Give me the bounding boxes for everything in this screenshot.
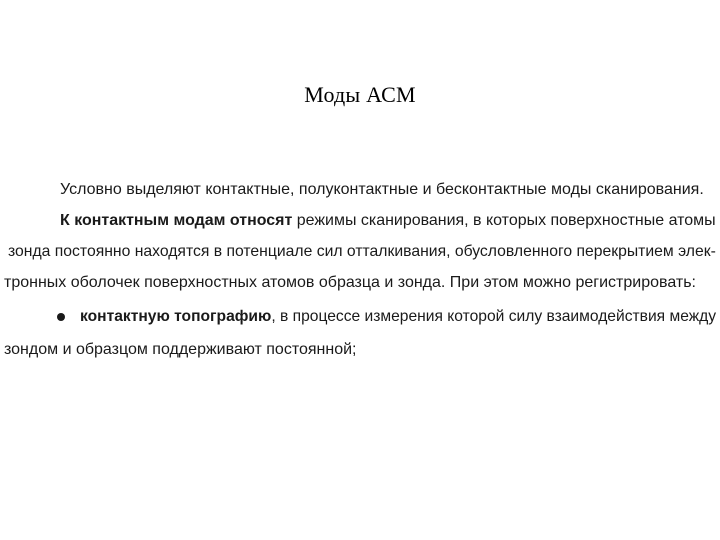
- bullet-item-line-2: зондом и образцом поддерживают постоянной;: [4, 341, 357, 358]
- bullet-icon: [57, 313, 65, 321]
- bullet-item-term: контактную топографию: [80, 308, 272, 325]
- contact-modes-text: режимы сканирования, в которых поверхностные атомы: [292, 212, 716, 229]
- intro-sentence: Условно выделяют контактные, полуконтактные и бесконтактные моды сканирования.: [60, 181, 704, 198]
- contact-modes-line-1: [60, 211, 716, 231]
- contact-modes-term: К контактным модам относят: [60, 212, 293, 229]
- bullet-item-text: , в процессе измерения которой силу взаимодействия между: [271, 308, 717, 325]
- contact-modes-line-3: тронных оболочек поверхностных атомов образца и зонда. При этом можно регистрировать:: [4, 274, 696, 291]
- contact-modes-line-2: зонда постоянно находятся в потенциале сил отталкивания, обусловленного перекрытием элек-: [8, 243, 716, 260]
- bullet-item-line-1: [80, 307, 716, 327]
- slide-title: Моды АСМ: [304, 82, 416, 107]
